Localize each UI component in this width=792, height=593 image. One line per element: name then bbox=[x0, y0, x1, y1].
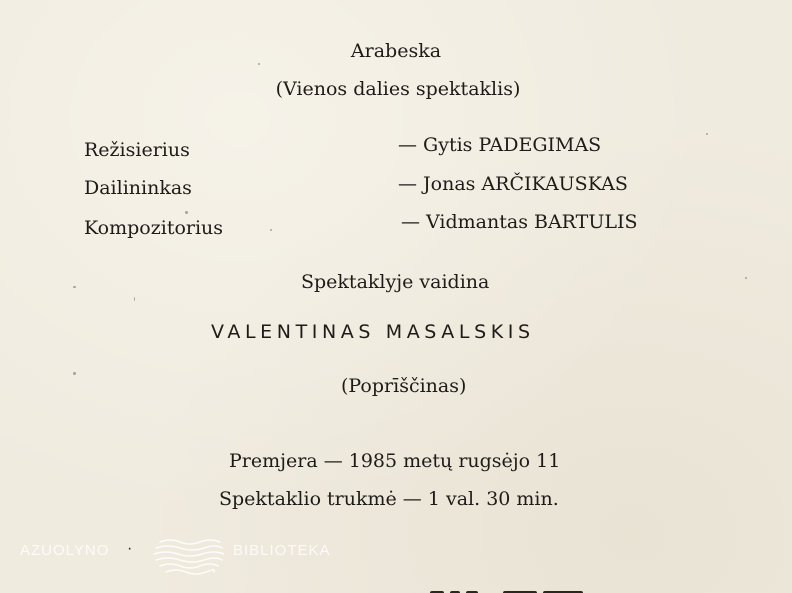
credit-role-composer: Kompozitorius bbox=[84, 217, 224, 239]
paper-speck bbox=[73, 372, 76, 375]
paper-speck bbox=[270, 229, 272, 231]
actor-name: VALENTINAS MASALSKIS bbox=[211, 321, 535, 343]
watermark-left-text: AZUOLYNO bbox=[20, 542, 110, 559]
credit-person-composer: — Vidmantas BARTULIS bbox=[401, 211, 638, 233]
cutoff-next-line bbox=[430, 584, 650, 593]
cast-heading: Spektaklyje vaidina bbox=[301, 271, 490, 293]
watermark-right-text: BIBLIOTEKA bbox=[233, 542, 331, 559]
paper-speck bbox=[258, 63, 260, 65]
library-watermark bbox=[20, 536, 350, 576]
paper-speck bbox=[745, 277, 747, 279]
page-subtitle: (Vienos dalies spektaklis) bbox=[275, 78, 521, 100]
paper-speck bbox=[185, 211, 188, 214]
performance-duration: Spektaklio trukmė — 1 val. 30 min. bbox=[219, 488, 559, 510]
credit-person-director: — Gytis PADEGIMAS bbox=[398, 134, 602, 156]
actor-role: (Poprīščinas) bbox=[341, 375, 467, 397]
credit-role-director: Režisierius bbox=[84, 139, 190, 161]
paper-speck bbox=[73, 286, 76, 288]
credit-role-designer: Dailininkas bbox=[84, 177, 192, 199]
watermark-dot: · bbox=[127, 540, 133, 557]
waves-logo-icon bbox=[152, 536, 224, 576]
premiere-date: Premjera — 1985 metų rugsėjo 11 bbox=[229, 450, 561, 472]
credit-person-designer: — Jonas ARČIKAUSKAS bbox=[398, 173, 628, 195]
paper-speck bbox=[134, 297, 135, 301]
page-title: Arabeska bbox=[350, 40, 442, 62]
paper-speck bbox=[706, 133, 708, 135]
